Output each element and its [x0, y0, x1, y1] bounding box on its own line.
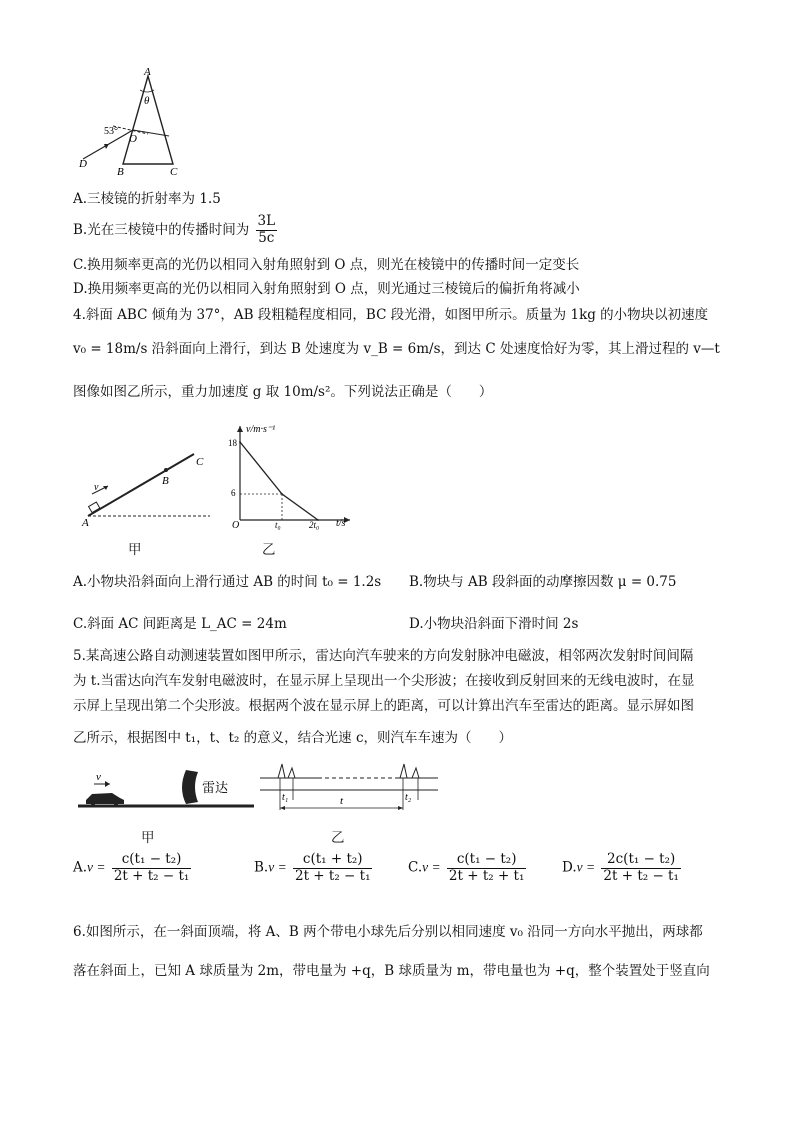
- q4-caption-yi: 乙: [262, 542, 276, 558]
- q5-option-a-fraction: [112, 852, 191, 884]
- vt-tick-6: 6: [231, 488, 236, 498]
- q5-option-b-prefix: B.: [254, 859, 269, 876]
- fraction-denominator: 2t + t₂ + t₁: [448, 867, 525, 884]
- q3-option-b-fraction: [256, 214, 278, 246]
- label-b: B: [117, 166, 124, 176]
- q5-option-a: [73, 852, 193, 884]
- q5-stem-line3: 示屏上呈现出第二个尖形波。根据两个波在显示屏上的距离，可以计算出汽车至雷达的距离。显示屏如图: [73, 698, 694, 714]
- q5-stem-line1: 5.某高速公路自动测速装置如图甲所示，雷达向汽车驶来的方向发射脉冲电磁波，相邻两次发射时间间隔: [73, 648, 694, 664]
- radar-screen-diagram: [258, 760, 440, 822]
- fraction-denominator: 2t + t₂ − t₁: [113, 867, 190, 884]
- car-velocity-label: v: [96, 771, 101, 783]
- q5-option-b: [254, 852, 374, 884]
- q5-option-d-fraction: [601, 852, 680, 884]
- q6-stem-line1: 6.如图所示，在一斜面顶端，将 A、B 两个带电小球先后分别以相同速度 v₀ 沿同一方向水平抛出，两球都: [73, 924, 703, 940]
- vt-tick-18: 18: [228, 438, 237, 448]
- prism-figure: [73, 64, 193, 176]
- radar-dish-icon: [182, 770, 198, 804]
- q5-option-d: [562, 852, 683, 884]
- vt-tick-t0: t₀: [275, 520, 281, 530]
- q5-option-d-prefix: D.: [562, 859, 577, 876]
- q5-stem-line2: 为 t.当雷达向汽车发射电磁波时，在显示屏上呈现出一个尖形波；在接收到反射回来的无线电波时，在显: [73, 673, 695, 689]
- fraction-numerator: c(t₁ + t₂): [293, 852, 372, 869]
- q4-option-d: D.小物块沿斜面下滑时间 2s: [409, 616, 579, 632]
- q4-option-b: B.物块与 AB 段斜面的动摩擦因数 μ = 0.75: [409, 574, 677, 590]
- q5-caption-yi: 乙: [331, 830, 345, 846]
- incline-label-b: B: [162, 475, 169, 487]
- vt-point-1: [281, 493, 283, 495]
- fraction-numerator: 3L: [257, 213, 276, 230]
- label-53: 53°: [104, 126, 118, 137]
- q4-stem-line1: 4.斜面 ABC 倾角为 37°，AB 段粗糙程度相同，BC 段光滑，如图甲所示。质量为 1kg 的小物块以初速度: [73, 307, 709, 323]
- q3-option-a: A.三棱镜的折射率为 1.5: [73, 191, 221, 207]
- q3-option-b: [73, 212, 279, 248]
- q4-stem-line2: v₀ = 18m/s 沿斜面向上滑行，到达 B 处速度为 v_B = 6m/s，到达 C 处速度恰好为零，其上滑过程的 v—t: [73, 341, 720, 357]
- q6-stem-line2: 落在斜面上，已知 A 球质量为 2m，带电量为 +q，B 球质量为 m，带电量也为 +q，整个装置处于竖直向: [73, 963, 710, 979]
- label-o: O: [129, 133, 137, 145]
- radar-diagram: [76, 760, 256, 816]
- q5-option-b-fraction: [293, 852, 372, 884]
- radar-label: 雷达: [202, 780, 229, 795]
- label-c: C: [170, 166, 178, 176]
- screen-t-label: t: [340, 795, 344, 807]
- fraction-numerator: 2c(t₁ − t₂): [601, 852, 680, 869]
- fraction-denominator: 5c: [258, 230, 275, 246]
- radar-figure: [76, 760, 256, 816]
- fraction-denominator: 2t + t₂ − t₁: [295, 867, 371, 884]
- vt-origin: O: [232, 520, 240, 530]
- q4-stem-line3: 图像如图乙所示，重力加速度 g 取 10m/s²。下列说法正确是（ ）: [73, 384, 493, 400]
- label-d: D: [79, 158, 87, 170]
- label-a: A: [144, 66, 151, 78]
- vt-graph-svg: [226, 420, 356, 530]
- q5-stem-line4: 乙所示，根据图中 t₁，t、t₂ 的意义，结合光速 c，则汽车车速为（ ）: [73, 730, 513, 746]
- q4-caption-jia: 甲: [128, 542, 142, 558]
- q5-var: v =: [576, 859, 596, 875]
- vt-tick-2t0: 2t₀: [309, 520, 320, 530]
- q5-option-c-prefix: C.: [408, 859, 423, 876]
- q5-option-a-prefix: A.: [73, 859, 88, 876]
- q4-option-c: C.斜面 AC 间距离是 L_AC = 24m: [73, 616, 287, 632]
- vt-graph: [226, 420, 356, 530]
- vt-ylabel: v/m·s⁻¹: [246, 424, 276, 435]
- label-theta: θ: [144, 95, 150, 107]
- incline-diagram: [76, 418, 216, 528]
- fraction-numerator: c(t₁ − t₂): [447, 852, 526, 869]
- vt-series-line: [240, 442, 318, 520]
- fraction-denominator: 2t + t₂ − t₁: [603, 867, 679, 884]
- fraction-numerator: c(t₁ − t₂): [112, 852, 191, 869]
- q3-option-c: C.换用频率更高的光仍以相同入射角照射到 O 点，则光在棱镜中的传播时间一定变长: [73, 257, 580, 273]
- q5-var: v =: [87, 859, 106, 875]
- incline-label-c: C: [196, 456, 204, 468]
- q3-option-b-prefix: B.光在三棱镜中的传播时间为: [73, 222, 250, 238]
- q5-option-c: [408, 852, 528, 884]
- velocity-v-label: v: [94, 482, 99, 493]
- q5-var: v =: [422, 859, 441, 875]
- q4-option-a: A.小物块沿斜面向上滑行通过 AB 的时间 t₀ = 1.2s: [73, 574, 382, 590]
- vt-xlabel: t/s: [336, 518, 346, 529]
- incline-figure: [76, 418, 216, 528]
- q5-caption-jia: 甲: [141, 830, 155, 846]
- q5-option-c-fraction: [447, 852, 526, 884]
- screen-t2-label: t₂: [405, 792, 412, 803]
- radar-screen-figure: [258, 760, 440, 822]
- incline-label-a: A: [82, 517, 89, 528]
- screen-t1-label: t₁: [282, 792, 289, 803]
- prism-diagram: [73, 64, 193, 176]
- q3-option-d: D.换用频率更高的光仍以相同入射角照射到 O 点，则光通过三棱镜后的偏折角将减小: [73, 281, 580, 297]
- q5-var: v =: [268, 859, 287, 875]
- vt-point-0: [239, 441, 241, 443]
